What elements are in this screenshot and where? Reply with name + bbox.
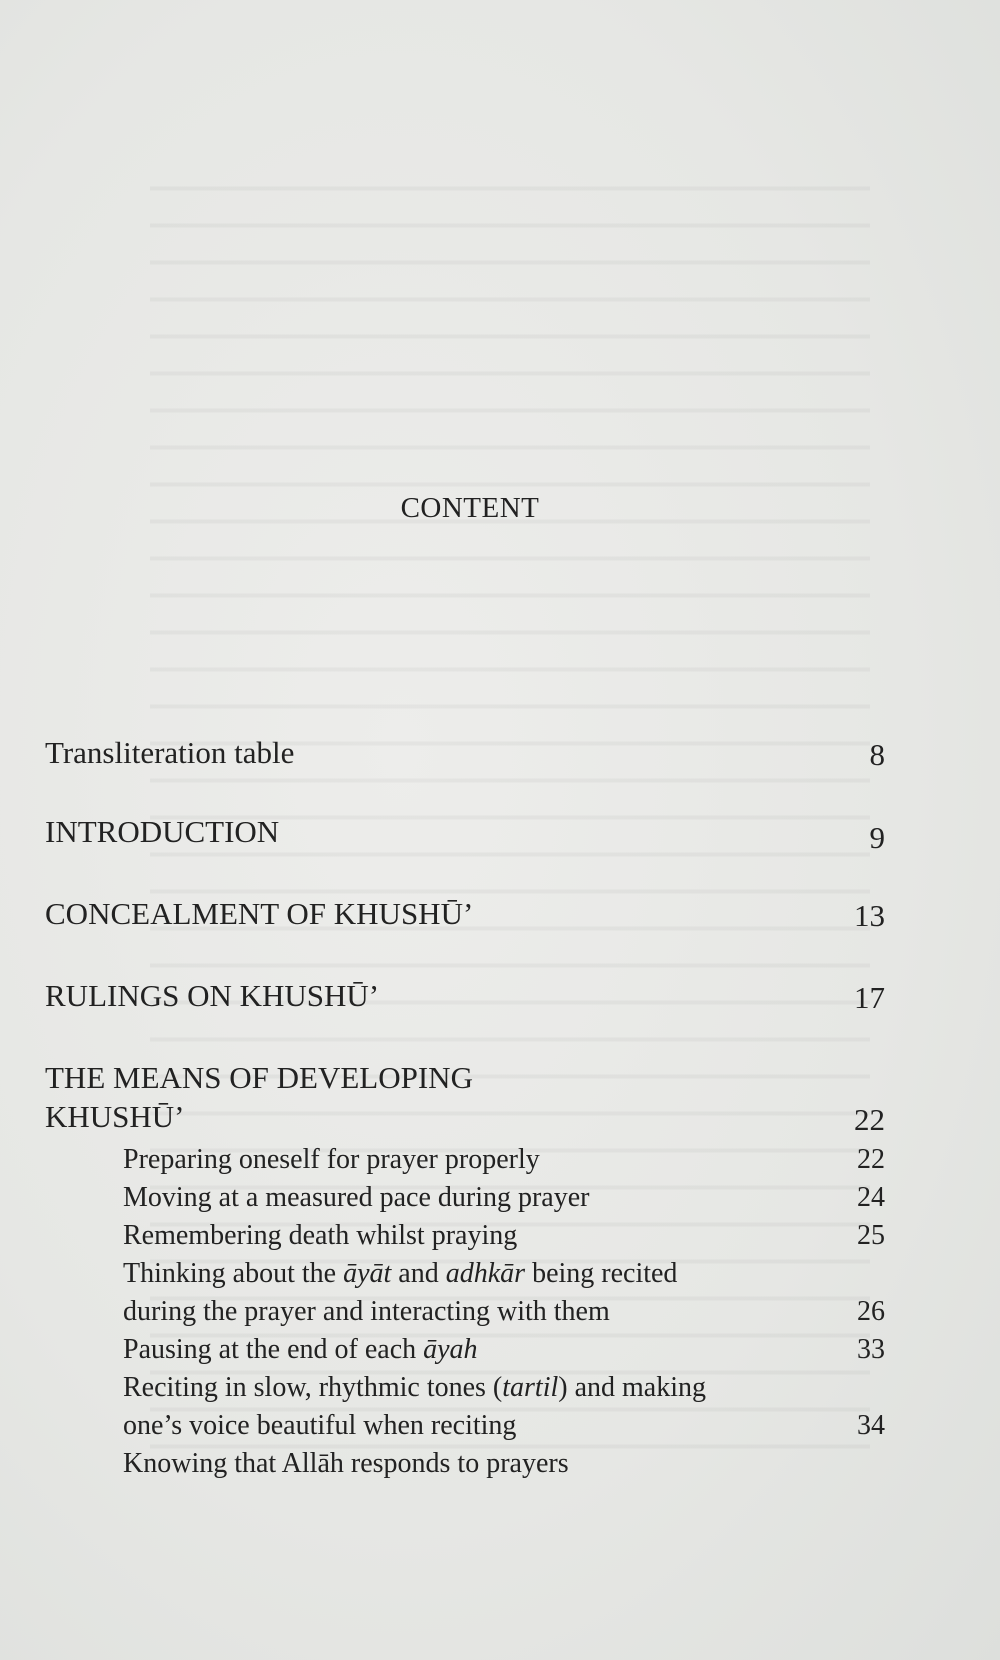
toc-subentry-label: Remembering death whilst praying <box>123 1220 518 1251</box>
toc-entry-label: INTRODUCTION <box>45 814 280 849</box>
toc-entry-page: 17 <box>854 980 885 1015</box>
toc-subentry-label: Preparing oneself for prayer properly <box>123 1144 540 1175</box>
toc-entry-label-line1: THE MEANS OF DEVELOPING <box>45 1060 473 1095</box>
toc-subentry-label: Moving at a measured pace during prayer <box>123 1182 590 1213</box>
toc-subentry <box>45 1258 885 1334</box>
toc-entry-page: 8 <box>869 737 885 772</box>
toc-subentry-page: 25 <box>857 1220 885 1251</box>
toc-subentry-page: 22 <box>857 1144 885 1175</box>
toc-subentry-label-line2: one’s voice beautiful when reciting <box>123 1410 517 1441</box>
toc-entry-label: RULINGS ON KHUSHŪ’ <box>45 978 380 1013</box>
toc-entry-page: 13 <box>854 898 885 933</box>
toc-subentry <box>45 1220 885 1256</box>
toc-entry-label: Transliteration table <box>45 735 295 770</box>
toc-subentry-page: 26 <box>857 1296 885 1327</box>
toc-subentry <box>45 1334 885 1370</box>
toc-subentry-page: 24 <box>857 1182 885 1213</box>
toc-entry-concealment <box>45 896 885 936</box>
toc-entry-rulings <box>45 978 885 1018</box>
toc-subentry-label-line1: Reciting in slow, rhythmic tones (tartil) and making <box>123 1372 707 1403</box>
toc-entry-transliteration <box>45 735 885 775</box>
toc-subentry-page: 34 <box>857 1410 885 1441</box>
toc-entry-introduction <box>45 814 885 854</box>
toc-subentry-label-line2: during the prayer and interacting with them <box>123 1296 610 1327</box>
toc-entry-label: CONCEALMENT OF KHUSHŪ’ <box>45 896 474 931</box>
toc-entry-label-line2: KHUSHŪ’ <box>45 1099 185 1134</box>
toc-subentry <box>45 1182 885 1218</box>
toc-subentry <box>45 1372 885 1448</box>
toc-subentry <box>45 1448 885 1484</box>
toc-subentry-page: 33 <box>857 1334 885 1365</box>
toc-subentry <box>45 1144 885 1180</box>
toc-entry-page: 22 <box>854 1102 885 1137</box>
toc-heading: CONTENT <box>400 492 540 524</box>
toc-subentry-label: Pausing at the end of each āyah <box>123 1334 478 1365</box>
toc-entry-page: 9 <box>869 820 885 855</box>
toc-subentry-label: Knowing that Allāh responds to prayers <box>123 1448 569 1479</box>
toc-entry-means <box>45 1060 885 1140</box>
toc-subentry-label-line1: Thinking about the āyāt and adhkār being recited <box>123 1258 678 1289</box>
